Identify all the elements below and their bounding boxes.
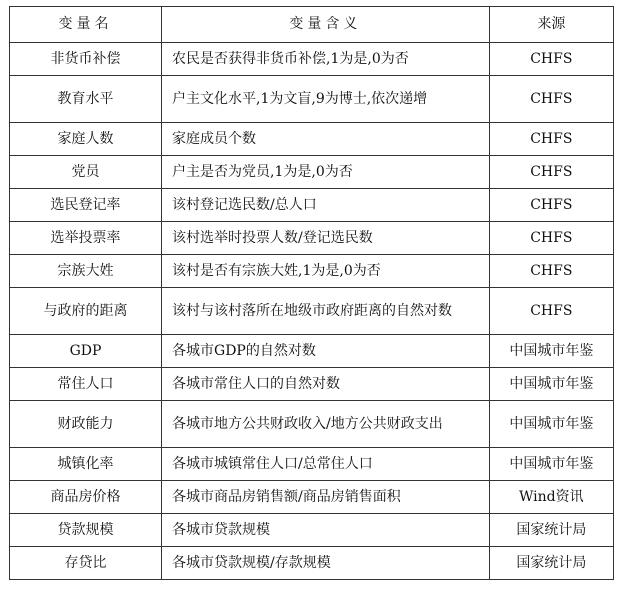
- variable-meaning-cell: 该村是否有宗族大姓,1为是,0为否: [162, 255, 490, 288]
- variable-meaning-cell: 各城市商品房销售额/商品房销售面积: [162, 481, 490, 514]
- variable-meaning-cell: 户主文化水平,1为文盲,9为博士,依次递增: [162, 76, 490, 123]
- variable-name-cell: 常住人口: [10, 368, 162, 401]
- table-header-row: [10, 7, 614, 43]
- variable-name-cell: 城镇化率: [10, 448, 162, 481]
- variable-source-cell: CHFS: [489, 288, 613, 335]
- variable-meaning-cell: 该村登记选民数/总人口: [162, 189, 490, 222]
- variable-source-cell: 中国城市年鉴: [489, 401, 613, 448]
- variable-source-cell: CHFS: [489, 123, 613, 156]
- table-row: [10, 514, 614, 547]
- table-row: [10, 368, 614, 401]
- table-row: [10, 76, 614, 123]
- table-row: [10, 288, 614, 335]
- variable-name-cell: 选举投票率: [10, 222, 162, 255]
- variable-name-cell: 与政府的距离: [10, 288, 162, 335]
- header-source: 来源: [489, 7, 613, 43]
- variable-source-cell: 国家统计局: [489, 514, 613, 547]
- variable-name-cell: 家庭人数: [10, 123, 162, 156]
- variable-source-cell: CHFS: [489, 156, 613, 189]
- table-row: [10, 448, 614, 481]
- table-row: [10, 547, 614, 580]
- table-row: [10, 481, 614, 514]
- variable-meaning-cell: 家庭成员个数: [162, 123, 490, 156]
- variable-name-cell: 教育水平: [10, 76, 162, 123]
- variable-source-cell: CHFS: [489, 76, 613, 123]
- variable-meaning-cell: 各城市贷款规模/存款规模: [162, 547, 490, 580]
- variable-source-cell: CHFS: [489, 189, 613, 222]
- variable-meaning-cell: 各城市贷款规模: [162, 514, 490, 547]
- variable-meaning-cell: 该村与该村落所在地级市政府距离的自然对数: [162, 288, 490, 335]
- header-variable-meaning: 变量含义: [162, 7, 490, 43]
- variable-source-cell: 中国城市年鉴: [489, 335, 613, 368]
- variable-name-cell: 宗族大姓: [10, 255, 162, 288]
- variable-source-cell: CHFS: [489, 43, 613, 76]
- variable-meaning-cell: 农民是否获得非货币补偿,1为是,0为否: [162, 43, 490, 76]
- table-row: [10, 335, 614, 368]
- variable-source-cell: 中国城市年鉴: [489, 368, 613, 401]
- variable-source-cell: CHFS: [489, 222, 613, 255]
- variable-name-cell: 商品房价格: [10, 481, 162, 514]
- variable-name-cell: 党员: [10, 156, 162, 189]
- variable-name-cell: 存贷比: [10, 547, 162, 580]
- variable-meaning-cell: 各城市城镇常住人口/总常住人口: [162, 448, 490, 481]
- variable-name-cell: 非货币补偿: [10, 43, 162, 76]
- variables-table: [9, 6, 614, 580]
- variable-meaning-cell: 各城市地方公共财政收入/地方公共财政支出: [162, 401, 490, 448]
- variable-name-cell: 财政能力: [10, 401, 162, 448]
- variable-source-cell: CHFS: [489, 255, 613, 288]
- header-variable-name: 变量名: [10, 7, 162, 43]
- table-row: [10, 189, 614, 222]
- variable-source-cell: 中国城市年鉴: [489, 448, 613, 481]
- table-row: [10, 255, 614, 288]
- variable-name-cell: 选民登记率: [10, 189, 162, 222]
- variable-meaning-cell: 各城市常住人口的自然对数: [162, 368, 490, 401]
- table-row: [10, 401, 614, 448]
- variable-source-cell: 国家统计局: [489, 547, 613, 580]
- table-row: [10, 222, 614, 255]
- variable-name-cell: GDP: [10, 335, 162, 368]
- table-row: [10, 123, 614, 156]
- variable-source-cell: Wind资讯: [489, 481, 613, 514]
- variable-meaning-cell: 各城市GDP的自然对数: [162, 335, 490, 368]
- variable-meaning-cell: 户主是否为党员,1为是,0为否: [162, 156, 490, 189]
- table-row: [10, 156, 614, 189]
- table-row: [10, 43, 614, 76]
- variable-name-cell: 贷款规模: [10, 514, 162, 547]
- variable-meaning-cell: 该村选举时投票人数/登记选民数: [162, 222, 490, 255]
